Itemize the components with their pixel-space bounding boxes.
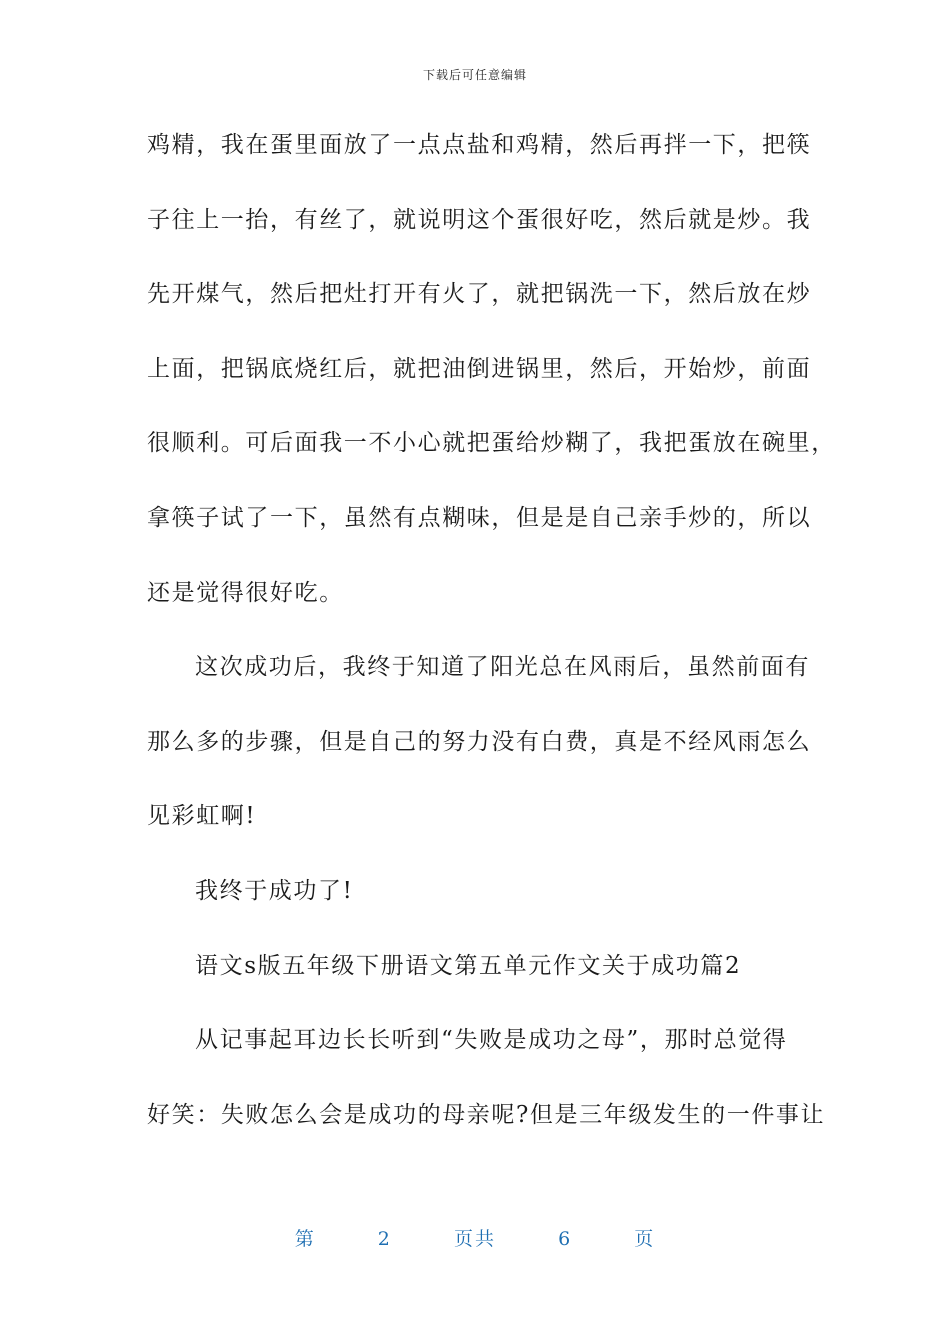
body-line: 先开煤气，然后把灶打开有火了，就把锅洗一下，然后放在炒	[147, 281, 812, 308]
body-line: 还是觉得很好吃。	[147, 579, 344, 606]
body-line: 那么多的步骤，但是自己的努力没有白费，真是不经风雨怎么	[147, 728, 812, 755]
body-line: 好笑：失败怎么会是成功的母亲呢?但是三年级发生的一件事让	[147, 1101, 826, 1128]
body-line: 见彩虹啊!	[147, 803, 257, 830]
paragraph-start-line: 这次成功后，我终于知道了阳光总在风雨后，虽然前面有	[195, 654, 810, 681]
total-pages-number: 6	[558, 1228, 573, 1250]
paragraph-start-line: 我终于成功了!	[195, 877, 354, 904]
paragraph-start-line: 从记事起耳边长长听到“失败是成功之母”，那时总觉得	[195, 1027, 788, 1054]
body-line: 很顺利。可后面我一不小心就把蛋给炒糊了，我把蛋放在碗里，	[147, 430, 836, 457]
body-line: 子往上一抬，有丝了，就说明这个蛋很好吃，然后就是炒。我	[147, 206, 812, 233]
document-body	[147, 120, 836, 1164]
page-label-prefix: 第	[294, 1228, 316, 1250]
current-page-number: 2	[377, 1228, 392, 1250]
page-label-suffix: 页	[634, 1228, 656, 1250]
page-header: 下载后可任意编辑	[422, 68, 527, 82]
body-line: 上面，把锅底烧红后，就把油倒进锅里，然后，开始炒，前面	[147, 355, 812, 382]
section-title: 语文s版五年级下册语文第五单元作文关于成功篇2	[195, 952, 742, 979]
page-footer	[0, 1224, 950, 1251]
body-line: 鸡精，我在蛋里面放了一点点盐和鸡精，然后再拌一下，把筷	[147, 132, 812, 158]
page-label-middle: 页共	[453, 1228, 496, 1250]
body-line: 拿筷子试了一下，虽然有点糊味，但是是自己亲手炒的，所以	[147, 504, 812, 531]
